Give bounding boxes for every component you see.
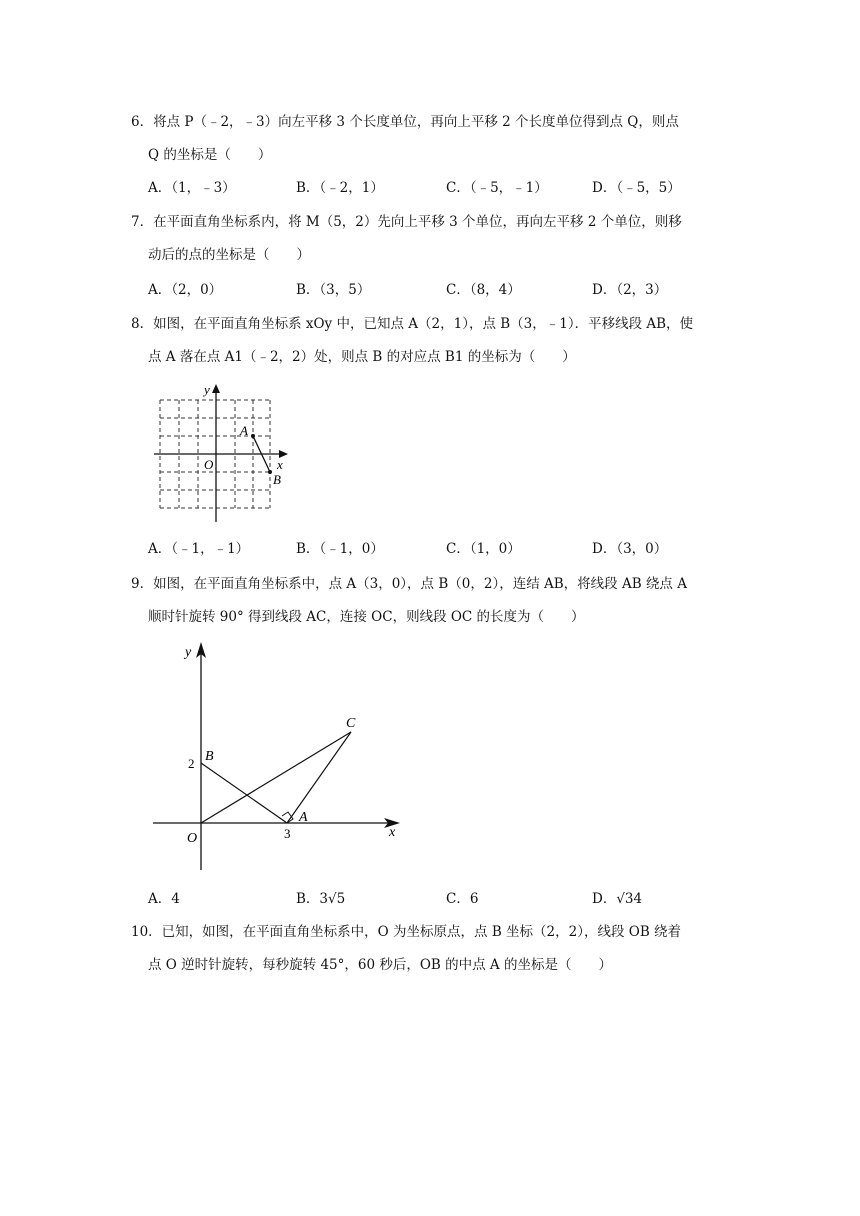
q9-label-x: x [389,825,396,840]
q9-segment-ba [201,763,287,823]
q8-option-a: A．（﹣1，﹣1） [148,541,250,557]
q7-option-c: C．（8，4） [446,282,521,298]
q10-stem-line1: 10．已知，如图，在平面直角坐标系中，O 为坐标原点，点 B 坐标（2，2），线段 OB 绕着 [131,924,682,940]
q8-option-b: B．（﹣1，0） [296,541,384,557]
q6-option-b: B．（﹣2，1） [296,180,384,196]
q8-label-b: B [273,472,281,487]
q9-label-o: O [187,831,198,846]
q9-stem-line2: 顺时针旋转 90° 得到线段 AC，连接 OC，则线段 OC 的长度为（ ） [148,609,585,625]
q10-stem-line2: 点 O 逆时针旋转，每秒旋转 45°，60 秒后，OB 的中点 A 的坐标是（ ） [148,957,612,973]
q9-tick-3: 3 [284,826,291,841]
q7-stem-line1: 7．在平面直角坐标系内，将 M（5，2）先向上平移 3 个单位，再向左平移 2 个单位，则移 [131,214,682,230]
q7-stem-line2: 动后的点的坐标是（ ） [148,247,310,263]
q8-label-o: O [204,457,214,472]
q9-segment-oc [201,732,351,823]
q9-option-a: A．4 [148,891,180,907]
q8-stem-line1: 8．如图，在平面直角坐标系 xOy 中，已知点 A（2，1），点 B（3，﹣1）．平移线段 AB，使 [131,316,694,332]
q9-option-d: D．√34 [592,891,643,907]
q8-point-b [268,470,272,474]
q8-y-arrow-icon [212,384,220,393]
q8-grid-figure [150,380,300,525]
q6-option-d: D．（﹣5，5） [592,180,681,196]
q8-label-a: A [240,423,248,438]
q9-stem-line1: 9．如图，在平面直角坐标系中，点 A（3，0），点 B（0，2），连结 AB，将线段 AB 绕点 A [131,576,687,592]
q9-label-y: y [185,645,192,660]
q8-label-x: x [277,457,283,472]
q9-label-a: A [299,810,308,825]
q6-option-a: A．（1，﹣3） [148,180,236,196]
q8-label-y: y [204,382,210,397]
q6-stem-line1: 6．将点 P（﹣2，﹣3）向左平移 3 个长度单位，再向上平移 2 个长度单位得到点 Q，则点 [131,114,679,130]
q8-stem-line2: 点 A 落在点 A1（﹣2，2）处，则点 B 的对应点 B1 的坐标为（ ） [148,349,576,365]
q9-option-b: B．3√5 [296,891,346,907]
q8-option-c: C．（1，0） [446,541,521,557]
q9-figure [145,638,410,878]
q8-option-d: D．（3，0） [592,541,668,557]
q9-tick-2: 2 [188,756,195,771]
q6-option-c: C．（﹣5，﹣1） [446,180,548,196]
q9-label-b: B [205,749,214,764]
q7-option-a: A．（2，0） [148,282,223,298]
q8-point-a [251,434,255,438]
q9-segment-ac [287,732,351,823]
q7-option-d: D．（2，3） [592,282,668,298]
q7-option-b: B．（3，5） [296,282,371,298]
q9-option-c: C．6 [446,891,479,907]
q6-stem-line2: Q 的坐标是（ ） [148,147,272,163]
q9-label-c: C [346,716,356,731]
